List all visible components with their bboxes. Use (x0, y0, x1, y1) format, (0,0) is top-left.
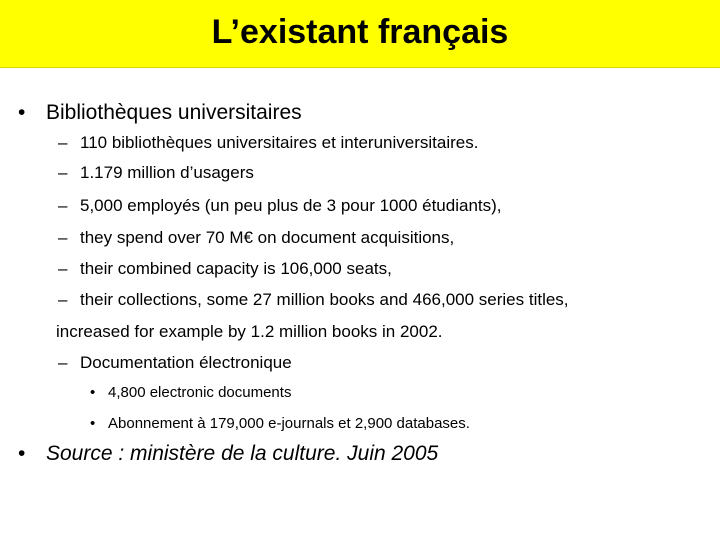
sub-item-text: their collections, some 27 million books and 466,000 series titles, (80, 290, 569, 309)
sub-item-users (58, 163, 254, 183)
sub-item-text: they spend over 70 M€ on document acquisitions, (80, 228, 455, 247)
dot-marker: • (90, 384, 96, 401)
dash-marker: – (58, 259, 68, 278)
detail-item-text: Abonnement à 179,000 e-journals et 2,900 databases. (108, 415, 470, 432)
detail-item-text: 4,800 electronic documents (108, 384, 292, 401)
dash-marker: – (58, 196, 68, 215)
dot-marker: • (90, 415, 96, 432)
sub-item-capacity (58, 259, 392, 279)
detail-item-subscriptions (90, 415, 470, 433)
sub-item-staff (58, 196, 502, 216)
dash-marker: – (58, 163, 68, 182)
sub-item-text: 110 bibliothèques universitaires et interuniversitaires. (80, 133, 479, 152)
slide-title: L’existant français (211, 13, 509, 51)
sub-item-collections (58, 290, 569, 310)
title-bar (0, 0, 720, 68)
sub-item-text: Documentation électronique (80, 353, 292, 372)
sub-item-electronic-docs (58, 353, 292, 373)
sub-item-text: 5,000 employés (un peu plus de 3 pour 1000 étudiants), (80, 196, 502, 215)
bullet-source (18, 441, 438, 466)
bullet-marker: • (18, 442, 26, 465)
sub-item-collections-continued: increased for example by 1.2 million books in 2002. (56, 322, 443, 341)
bullet-marker: • (18, 101, 26, 124)
bullet-libraries-text: Bibliothèques universitaires (46, 101, 302, 124)
sub-item-acquisitions (58, 228, 454, 248)
sub-item-text: their combined capacity is 106,000 seats, (80, 259, 392, 278)
bullet-libraries (18, 100, 302, 125)
detail-item-electronic-documents (90, 384, 291, 402)
sub-item-libraries-count (58, 133, 478, 153)
sub-item-text: 1.179 million d’usagers (80, 163, 254, 182)
dash-marker: – (58, 228, 68, 247)
dash-marker: – (58, 133, 68, 152)
dash-marker: – (58, 290, 68, 309)
dash-marker: – (58, 353, 68, 372)
source-text: Source : ministère de la culture. Juin 2005 (46, 442, 439, 465)
